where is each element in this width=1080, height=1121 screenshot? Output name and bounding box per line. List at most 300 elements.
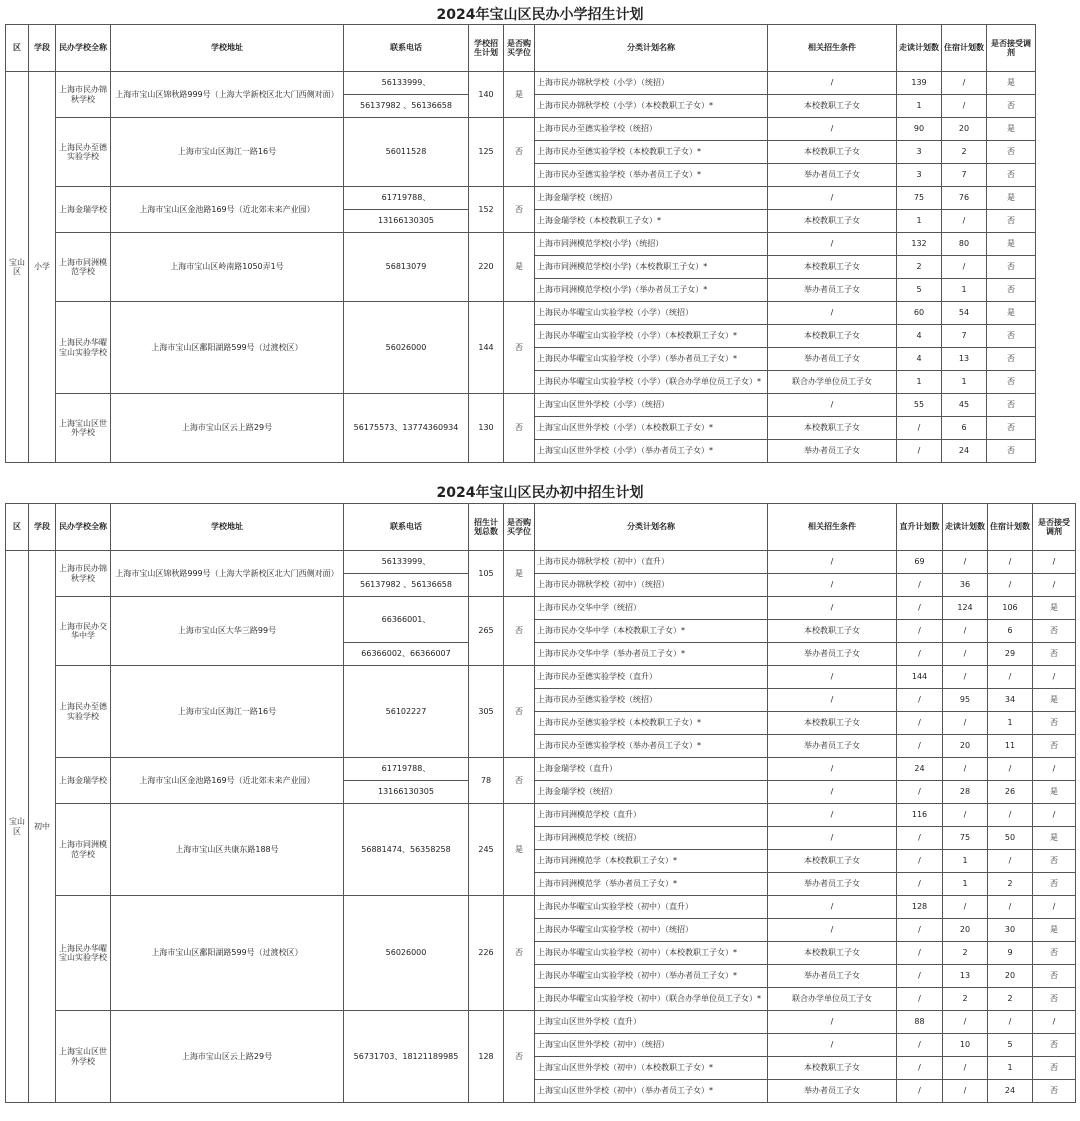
plan-condition: 本校教职工子女 <box>768 942 897 965</box>
plan-condition: / <box>768 72 897 95</box>
school-address: 上海市宝山区云上路29号 <box>111 1011 344 1103</box>
plan-value: / <box>897 440 942 463</box>
plan-value: / <box>897 988 943 1011</box>
plan-condition: / <box>768 758 897 781</box>
plan-value: / <box>988 574 1033 597</box>
table-row <box>6 394 1036 417</box>
column-header-4: 联系电话 <box>344 504 469 551</box>
school-name: 上海民办至德实验学校 <box>56 118 111 187</box>
plan-value: 是 <box>987 302 1036 325</box>
plan-value: 75 <box>943 827 988 850</box>
plan-condition: 联合办学单位员工子女 <box>768 988 897 1011</box>
bought-seat-flag: 否 <box>504 597 535 666</box>
column-header-10: 走读计划数 <box>943 504 988 551</box>
plan-name: 上海市同洲模范学校(小学)（统招） <box>535 233 768 256</box>
plan-value: 30 <box>988 919 1033 942</box>
plan-value: 36 <box>943 574 988 597</box>
plan-value: 否 <box>987 440 1036 463</box>
middle-plan-table <box>5 503 1076 1103</box>
plan-value: / <box>943 666 988 689</box>
plan-value: / <box>988 896 1033 919</box>
plan-name: 上海市民办至德实验学校（本校教职工子女）* <box>535 141 768 164</box>
plan-condition: 举办者员工子女 <box>768 279 897 302</box>
school-total-plan: 220 <box>469 233 504 302</box>
plan-name: 上海市民办交华中学（举办者员工子女）* <box>535 643 768 666</box>
school-name: 上海市同洲模范学校 <box>56 804 111 896</box>
school-phone: 56026000 <box>344 896 469 1011</box>
plan-value: 7 <box>942 325 987 348</box>
plan-value: / <box>897 620 943 643</box>
plan-condition: / <box>768 233 897 256</box>
plan-value: 1 <box>897 210 942 233</box>
plan-value: 1 <box>943 873 988 896</box>
plan-condition: 举办者员工子女 <box>768 1080 897 1103</box>
plan-value: 是 <box>987 118 1036 141</box>
plan-value: 2 <box>988 873 1033 896</box>
column-header-4: 联系电话 <box>344 25 469 72</box>
plan-value: 24 <box>897 758 943 781</box>
plan-value: 3 <box>897 141 942 164</box>
school-name: 上海市同洲模范学校 <box>56 233 111 302</box>
plan-value: 95 <box>943 689 988 712</box>
middle-plan-title: 2024年宝山区民办初中招生计划 <box>436 485 644 501</box>
plan-value: 否 <box>987 279 1036 302</box>
plan-value: 否 <box>1033 1057 1076 1080</box>
plan-value: / <box>897 919 943 942</box>
plan-value: / <box>988 804 1033 827</box>
plan-value: 2 <box>943 942 988 965</box>
plan-value: 124 <box>943 597 988 620</box>
plan-value: / <box>988 850 1033 873</box>
school-name: 上海市民办锦秋学校 <box>56 72 111 118</box>
school-name: 上海金瑞学校 <box>56 758 111 804</box>
plan-value: / <box>988 1011 1033 1034</box>
plan-value: 4 <box>897 348 942 371</box>
plan-condition: 举办者员工子女 <box>768 440 897 463</box>
school-address: 上海市宝山区锦秋路999号（上海大学新校区北大门西侧对面） <box>111 72 344 118</box>
column-header-9: 直升计划数 <box>897 504 943 551</box>
school-address: 上海市宝山区海江一路16号 <box>111 118 344 187</box>
plan-value: 5 <box>897 279 942 302</box>
column-header-12: 是否接受调剂 <box>1033 504 1076 551</box>
plan-value: / <box>897 965 943 988</box>
school-phone: 13166130305 <box>344 781 469 804</box>
column-header-3: 学校地址 <box>111 504 344 551</box>
plan-name: 上海民办华曜宝山实验学校（初中）（直升） <box>535 896 768 919</box>
plan-name: 上海市同洲模范学校（统招） <box>535 827 768 850</box>
plan-value: 10 <box>943 1034 988 1057</box>
plan-name: 上海金瑞学校（本校教职工子女）* <box>535 210 768 233</box>
column-header-7: 分类计划名称 <box>535 504 768 551</box>
plan-value: 否 <box>987 371 1036 394</box>
plan-condition: 本校教职工子女 <box>768 95 897 118</box>
plan-condition: / <box>768 1011 897 1034</box>
column-header-10: 住宿计划数 <box>942 25 987 72</box>
plan-value: 90 <box>897 118 942 141</box>
plan-value: / <box>943 712 988 735</box>
plan-value: / <box>897 1057 943 1080</box>
table-row <box>6 758 1076 781</box>
plan-name: 上海市民办交华中学（本校教职工子女）* <box>535 620 768 643</box>
plan-value: / <box>897 942 943 965</box>
bought-seat-flag: 是 <box>504 233 535 302</box>
plan-value: 是 <box>987 233 1036 256</box>
plan-name: 上海金瑞学校（统招） <box>535 781 768 804</box>
plan-value: 是 <box>1033 597 1076 620</box>
plan-condition: / <box>768 187 897 210</box>
plan-value: 否 <box>1033 965 1076 988</box>
plan-value: / <box>897 643 943 666</box>
plan-value: 24 <box>942 440 987 463</box>
table-row <box>6 233 1036 256</box>
bought-seat-flag: 否 <box>504 187 535 233</box>
plan-condition: 本校教职工子女 <box>768 210 897 233</box>
school-total-plan: 305 <box>469 666 504 758</box>
table-row <box>6 896 1076 919</box>
plan-name: 上海宝山区世外学校（直升） <box>535 1011 768 1034</box>
column-header-6: 是否购买学位 <box>504 25 535 72</box>
plan-value: / <box>943 804 988 827</box>
primary-plan-table <box>5 24 1036 463</box>
plan-name: 上海市同洲模范学校(小学)（举办者员工子女）* <box>535 279 768 302</box>
school-total-plan: 265 <box>469 597 504 666</box>
plan-value: 132 <box>897 233 942 256</box>
plan-value: 80 <box>942 233 987 256</box>
bought-seat-flag: 否 <box>504 394 535 463</box>
school-phone: 56011528 <box>344 118 469 187</box>
plan-name: 上海市民办至德实验学校（统招） <box>535 118 768 141</box>
column-header-3: 学校地址 <box>111 25 344 72</box>
plan-name: 上海市民办至德实验学校（统招） <box>535 689 768 712</box>
plan-value: / <box>1033 666 1076 689</box>
school-phone: 56731703、18121189985 <box>344 1011 469 1103</box>
plan-value: 否 <box>987 256 1036 279</box>
plan-value: 20 <box>943 919 988 942</box>
plan-value: / <box>942 210 987 233</box>
plan-value: 11 <box>988 735 1033 758</box>
plan-name: 上海市民办至德实验学校（举办者员工子女）* <box>535 735 768 758</box>
bought-seat-flag: 是 <box>504 804 535 896</box>
plan-condition: / <box>768 919 897 942</box>
plan-value: 13 <box>942 348 987 371</box>
school-address: 上海市宝山区鄱阳湖路599号（过渡校区） <box>111 896 344 1011</box>
plan-condition: 举办者员工子女 <box>768 643 897 666</box>
plan-value: 2 <box>942 141 987 164</box>
plan-condition: 本校教职工子女 <box>768 256 897 279</box>
bought-seat-flag: 否 <box>504 302 535 394</box>
table-row <box>6 187 1036 210</box>
plan-value: 否 <box>1033 988 1076 1011</box>
school-total-plan: 140 <box>469 72 504 118</box>
table-row <box>6 302 1036 325</box>
school-phone: 56881474、56358258 <box>344 804 469 896</box>
plan-condition: / <box>768 574 897 597</box>
column-header-5: 学校招生计划 <box>469 25 504 72</box>
bought-seat-flag: 否 <box>504 758 535 804</box>
plan-value: 否 <box>1033 1034 1076 1057</box>
plan-value: 否 <box>987 417 1036 440</box>
plan-value: / <box>942 256 987 279</box>
plan-value: 7 <box>942 164 987 187</box>
primary-plan-title: 2024年宝山区民办小学招生计划 <box>436 7 644 23</box>
column-header-2: 民办学校全称 <box>56 504 111 551</box>
stage-cell: 小学 <box>29 72 56 463</box>
plan-name: 上海市民办锦秋学校（初中）（统招） <box>535 574 768 597</box>
plan-value: 否 <box>987 164 1036 187</box>
plan-value: / <box>942 72 987 95</box>
plan-condition: 本校教职工子女 <box>768 141 897 164</box>
plan-name: 上海宝山区世外学校（初中）（举办者员工子女）* <box>535 1080 768 1103</box>
plan-value: 1 <box>897 95 942 118</box>
plan-condition: / <box>768 551 897 574</box>
plan-value: / <box>897 873 943 896</box>
school-name: 上海市民办锦秋学校 <box>56 551 111 597</box>
plan-value: / <box>943 620 988 643</box>
plan-value: 否 <box>987 141 1036 164</box>
plan-name: 上海市民办至德实验学校（举办者员工子女）* <box>535 164 768 187</box>
school-phone: 56026000 <box>344 302 469 394</box>
school-phone: 61719788、 <box>344 758 469 781</box>
plan-name: 上海宝山区世外学校（初中）（本校教职工子女）* <box>535 1057 768 1080</box>
plan-value: / <box>1033 551 1076 574</box>
plan-name: 上海市同洲模范学（本校教职工子女）* <box>535 850 768 873</box>
plan-value: 3 <box>897 164 942 187</box>
school-phone: 56137982 、56136658 <box>344 95 469 118</box>
plan-condition: / <box>768 1034 897 1057</box>
school-total-plan: 78 <box>469 758 504 804</box>
plan-name: 上海宝山区世外学校（小学）（本校教职工子女）* <box>535 417 768 440</box>
plan-condition: 本校教职工子女 <box>768 1057 897 1080</box>
plan-condition: / <box>768 394 897 417</box>
plan-condition: / <box>768 896 897 919</box>
plan-name: 上海民办华曜宝山实验学校（初中）（统招） <box>535 919 768 942</box>
plan-value: 否 <box>987 325 1036 348</box>
school-address: 上海市宝山区云上路29号 <box>111 394 344 463</box>
plan-condition: 联合办学单位员工子女 <box>768 371 897 394</box>
plan-value: / <box>897 781 943 804</box>
table-row <box>6 666 1076 689</box>
school-total-plan: 130 <box>469 394 504 463</box>
plan-value: 否 <box>987 348 1036 371</box>
plan-condition: / <box>768 597 897 620</box>
plan-value: 2 <box>897 256 942 279</box>
plan-name: 上海市民办至德实验学校（直升） <box>535 666 768 689</box>
plan-name: 上海市同洲模范学校(小学)（本校教职工子女）* <box>535 256 768 279</box>
plan-value: / <box>897 1034 943 1057</box>
column-header-0: 区 <box>6 25 29 72</box>
plan-value: / <box>897 689 943 712</box>
school-name: 上海宝山区世外学校 <box>56 394 111 463</box>
school-total-plan: 226 <box>469 896 504 1011</box>
school-total-plan: 245 <box>469 804 504 896</box>
school-address: 上海市宝山区锦秋路999号（上海大学新校区北大门西侧对面） <box>111 551 344 597</box>
school-phone: 56133999、 <box>344 72 469 95</box>
plan-condition: / <box>768 781 897 804</box>
plan-value: 1 <box>943 850 988 873</box>
plan-value: 否 <box>1033 643 1076 666</box>
plan-value: / <box>897 597 943 620</box>
plan-value: / <box>988 551 1033 574</box>
plan-value: 6 <box>942 417 987 440</box>
school-phone: 66366001、 <box>344 597 469 643</box>
column-header-9: 走读计划数 <box>897 25 942 72</box>
plan-value: 是 <box>987 72 1036 95</box>
plan-value: 1 <box>988 712 1033 735</box>
plan-value: 否 <box>1033 1080 1076 1103</box>
plan-value: 否 <box>1033 712 1076 735</box>
column-header-7: 分类计划名称 <box>535 25 768 72</box>
plan-value: / <box>897 712 943 735</box>
school-phone: 66366002、66366007 <box>344 643 469 666</box>
plan-value: / <box>1033 758 1076 781</box>
table-row <box>6 72 1036 95</box>
school-address: 上海市宝山区共康东路188号 <box>111 804 344 896</box>
school-phone: 56175573、13774360934 <box>344 394 469 463</box>
plan-value: / <box>897 850 943 873</box>
plan-value: / <box>942 95 987 118</box>
plan-value: 是 <box>1033 919 1076 942</box>
table-row <box>6 118 1036 141</box>
plan-condition: 举办者员工子女 <box>768 965 897 988</box>
plan-condition: 举办者员工子女 <box>768 735 897 758</box>
plan-condition: / <box>768 689 897 712</box>
plan-condition: 本校教职工子女 <box>768 325 897 348</box>
column-header-11: 是否接受调剂 <box>987 25 1036 72</box>
plan-value: 106 <box>988 597 1033 620</box>
plan-value: 否 <box>987 210 1036 233</box>
plan-value: / <box>943 1057 988 1080</box>
plan-value: / <box>897 827 943 850</box>
plan-value: 20 <box>942 118 987 141</box>
plan-condition: 举办者员工子女 <box>768 873 897 896</box>
plan-value: / <box>1033 896 1076 919</box>
school-address: 上海市宝山区金池路169号（近北郊未来产业园） <box>111 758 344 804</box>
school-address: 上海市宝山区岭南路1050弄1号 <box>111 233 344 302</box>
plan-value: / <box>943 896 988 919</box>
plan-value: / <box>988 758 1033 781</box>
plan-value: 是 <box>987 187 1036 210</box>
plan-name: 上海民办华曜宝山实验学校（初中）（本校教职工子女）* <box>535 942 768 965</box>
plan-name: 上海民办华曜宝山实验学校（小学）（本校教职工子女）* <box>535 325 768 348</box>
plan-name: 上海民办华曜宝山实验学校（初中）（举办者员工子女）* <box>535 965 768 988</box>
plan-value: 5 <box>988 1034 1033 1057</box>
plan-value: 34 <box>988 689 1033 712</box>
plan-value: 否 <box>1033 942 1076 965</box>
school-total-plan: 125 <box>469 118 504 187</box>
plan-value: 24 <box>988 1080 1033 1103</box>
plan-value: 6 <box>988 620 1033 643</box>
plan-value: 否 <box>1033 873 1076 896</box>
table-row <box>6 551 1076 574</box>
plan-name: 上海宝山区世外学校（小学）（统招） <box>535 394 768 417</box>
plan-value: 20 <box>988 965 1033 988</box>
plan-value: 128 <box>897 896 943 919</box>
plan-name: 上海市同洲模范学（举办者员工子女）* <box>535 873 768 896</box>
plan-value: 1 <box>988 1057 1033 1080</box>
column-header-8: 相关招生条件 <box>768 504 897 551</box>
school-name: 上海金瑞学校 <box>56 187 111 233</box>
school-phone: 56133999、 <box>344 551 469 574</box>
district-cell: 宝山区 <box>6 551 29 1103</box>
bought-seat-flag: 否 <box>504 896 535 1011</box>
plan-value: 60 <box>897 302 942 325</box>
school-phone: 56102227 <box>344 666 469 758</box>
table-row <box>6 1011 1076 1034</box>
school-name: 上海民办华曜宝山实验学校 <box>56 302 111 394</box>
plan-value: 50 <box>988 827 1033 850</box>
plan-value: 是 <box>1033 827 1076 850</box>
plan-value: 否 <box>1033 850 1076 873</box>
plan-value: 否 <box>987 95 1036 118</box>
school-total-plan: 144 <box>469 302 504 394</box>
plan-value: 2 <box>988 988 1033 1011</box>
plan-value: / <box>943 758 988 781</box>
plan-name: 上海市民办锦秋学校（小学）（统招） <box>535 72 768 95</box>
column-header-11: 住宿计划数 <box>988 504 1033 551</box>
plan-value: 9 <box>988 942 1033 965</box>
plan-value: 4 <box>897 325 942 348</box>
plan-value: / <box>943 643 988 666</box>
district-cell: 宝山区 <box>6 72 29 463</box>
plan-name: 上海市民办交华中学（统招） <box>535 597 768 620</box>
table-row <box>6 597 1076 620</box>
plan-value: 88 <box>897 1011 943 1034</box>
plan-name: 上海宝山区世外学校（小学）（举办者员工子女）* <box>535 440 768 463</box>
school-name: 上海民办华曜宝山实验学校 <box>56 896 111 1011</box>
column-header-2: 民办学校全称 <box>56 25 111 72</box>
column-header-0: 区 <box>6 504 29 551</box>
school-address: 上海市宝山区海江一路16号 <box>111 666 344 758</box>
school-phone: 56137982 、56136658 <box>344 574 469 597</box>
school-address: 上海市宝山区大华三路99号 <box>111 597 344 666</box>
plan-condition: 本校教职工子女 <box>768 620 897 643</box>
plan-value: 1 <box>942 279 987 302</box>
school-total-plan: 105 <box>469 551 504 597</box>
school-phone: 61719788、 <box>344 187 469 210</box>
plan-value: 否 <box>1033 735 1076 758</box>
stage-cell: 初中 <box>29 551 56 1103</box>
school-total-plan: 128 <box>469 1011 504 1103</box>
plan-value: / <box>943 1011 988 1034</box>
plan-name: 上海市同洲模范学校（直升） <box>535 804 768 827</box>
plan-name: 上海民办华曜宝山实验学校（小学）（举办者员工子女）* <box>535 348 768 371</box>
plan-value: / <box>943 551 988 574</box>
plan-value: 116 <box>897 804 943 827</box>
school-name: 上海民办至德实验学校 <box>56 666 111 758</box>
plan-value: / <box>897 735 943 758</box>
plan-value: / <box>1033 804 1076 827</box>
plan-value: 28 <box>943 781 988 804</box>
bought-seat-flag: 是 <box>504 72 535 118</box>
plan-value: 29 <box>988 643 1033 666</box>
plan-condition: / <box>768 804 897 827</box>
school-phone: 56813079 <box>344 233 469 302</box>
plan-value: 75 <box>897 187 942 210</box>
plan-name: 上海民办华曜宝山实验学校（初中）（联合办学单位员工子女）* <box>535 988 768 1011</box>
plan-value: / <box>1033 574 1076 597</box>
plan-condition: 举办者员工子女 <box>768 164 897 187</box>
plan-condition: 本校教职工子女 <box>768 417 897 440</box>
plan-name: 上海宝山区世外学校（初中）（统招） <box>535 1034 768 1057</box>
plan-name: 上海金瑞学校（直升） <box>535 758 768 781</box>
bought-seat-flag: 否 <box>504 1011 535 1103</box>
plan-value: 144 <box>897 666 943 689</box>
plan-value: 26 <box>988 781 1033 804</box>
school-name: 上海宝山区世外学校 <box>56 1011 111 1103</box>
plan-name: 上海市民办至德实验学校（本校教职工子女）* <box>535 712 768 735</box>
plan-value: / <box>988 666 1033 689</box>
bought-seat-flag: 是 <box>504 551 535 597</box>
